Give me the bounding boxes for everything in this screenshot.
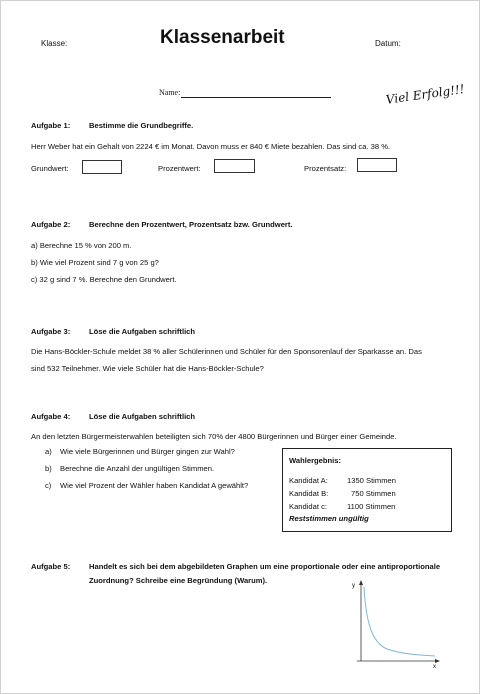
aufgabe4-item-a-letter: a): [45, 447, 52, 456]
aufgabe3-heading: Löse die Aufgaben schriftlich: [89, 327, 196, 336]
name-line: [181, 97, 331, 98]
prozentwert-answer-box[interactable]: [214, 159, 255, 173]
aufgabe4-heading: Löse die Aufgaben schriftlich: [89, 412, 196, 421]
kandidat-a-votes: 1350 Stimmen: [347, 476, 396, 485]
prozentsatz-label: Prozentsatz:: [304, 164, 347, 173]
aufgabe4-item-b-text: Berechne die Anzahl der ungültigen Stimmen.: [60, 464, 215, 473]
datum-label: Datum:: [375, 39, 401, 48]
aufgabe5-line2: Zuordnung? Schreibe eine Begründung (Warum).: [89, 576, 268, 585]
aufgabe2-item-c: c) 32 g sind 7 %. Berechne den Grundwert.: [31, 275, 177, 284]
kandidat-b-votes: 750 Stimmen: [351, 489, 396, 498]
aufgabe4-item-c-text: Wie viel Prozent der Wähler haben Kandidat A gewählt?: [60, 481, 249, 490]
name-label: Name:: [159, 88, 181, 97]
prozentsatz-answer-box[interactable]: [357, 158, 397, 172]
kandidat-c-votes: 1100 Stimmen: [347, 502, 396, 511]
aufgabe4-item-b-letter: b): [45, 464, 52, 473]
aufgabe3-text-line2: sind 532 Teilnehmer. Wie viele Schüler hat die Hans-Böckler-Schule?: [31, 364, 264, 373]
aufgabe2-item-b: b) Wie viel Prozent sind 7 g von 25 g?: [31, 258, 159, 267]
grundwert-answer-box[interactable]: [82, 160, 122, 174]
aufgabe2-number: Aufgabe 2:: [31, 220, 71, 229]
aufgabe2-item-a: a) Berechne 15 % von 200 m.: [31, 241, 132, 250]
good-luck-note: Viel Erfolg!!!: [385, 81, 466, 107]
wahlergebnis-title: Wahlergebnis:: [289, 456, 342, 465]
aufgabe2-heading: Berechne den Prozentwert, Prozentsatz bzw. Grundwert.: [89, 220, 293, 229]
aufgabe1-heading: Bestimme die Grundbegriffe.: [89, 121, 194, 130]
page-title: Klassenarbeit: [160, 27, 285, 48]
graph-x-arrow: [435, 659, 440, 663]
graph-curve: [364, 587, 435, 656]
reststimmen-note: Reststimmen ungültig: [289, 514, 369, 523]
aufgabe5-number: Aufgabe 5:: [31, 562, 71, 571]
aufgabe5-line1: Handelt es sich bei dem abgebildeten Graphen um eine proportionale oder eine antiproportionale: [89, 562, 441, 571]
aufgabe4-intro: An den letzten Bürgermeisterwahlen beteiligten sich 70% der 4800 Bürgerinnen und Bürger einer Gemeinde.: [31, 432, 397, 441]
prozentwert-label: Prozentwert:: [158, 164, 201, 173]
kandidat-b-name: Kandidat B:: [289, 489, 329, 498]
wahlergebnis-box: [282, 448, 452, 532]
klasse-label: Klasse:: [41, 39, 68, 48]
aufgabe4-number: Aufgabe 4:: [31, 412, 71, 421]
aufgabe1-text: Herr Weber hat ein Gehalt von 2224 € im Monat. Davon muss er 840 € Miete bezahlen. Das sind ca. 38 %.: [31, 142, 391, 151]
graph-y-label: y: [352, 583, 355, 589]
aufgabe4-item-c-letter: c): [45, 481, 52, 490]
aufgabe4-item-a-text: Wie viele Bürgerinnen und Bürger gingen zur Wahl?: [60, 447, 235, 456]
aufgabe3-number: Aufgabe 3:: [31, 327, 71, 336]
graph-y-arrow: [359, 580, 363, 585]
grundwert-label: Grundwert:: [31, 164, 69, 173]
aufgabe3-text-line1: Die Hans-Böckler-Schule meldet 38 % aller Schülerinnen und Schüler für den Sponsorenlauf der Sparkasse an. Das: [31, 347, 422, 356]
kandidat-c-name: Kandidat c:: [289, 502, 327, 511]
kandidat-a-name: Kandidat A:: [289, 476, 328, 485]
graph-x-label: x: [433, 664, 436, 669]
aufgabe1-number: Aufgabe 1:: [31, 121, 71, 130]
antiproportional-graph: [347, 577, 443, 669]
